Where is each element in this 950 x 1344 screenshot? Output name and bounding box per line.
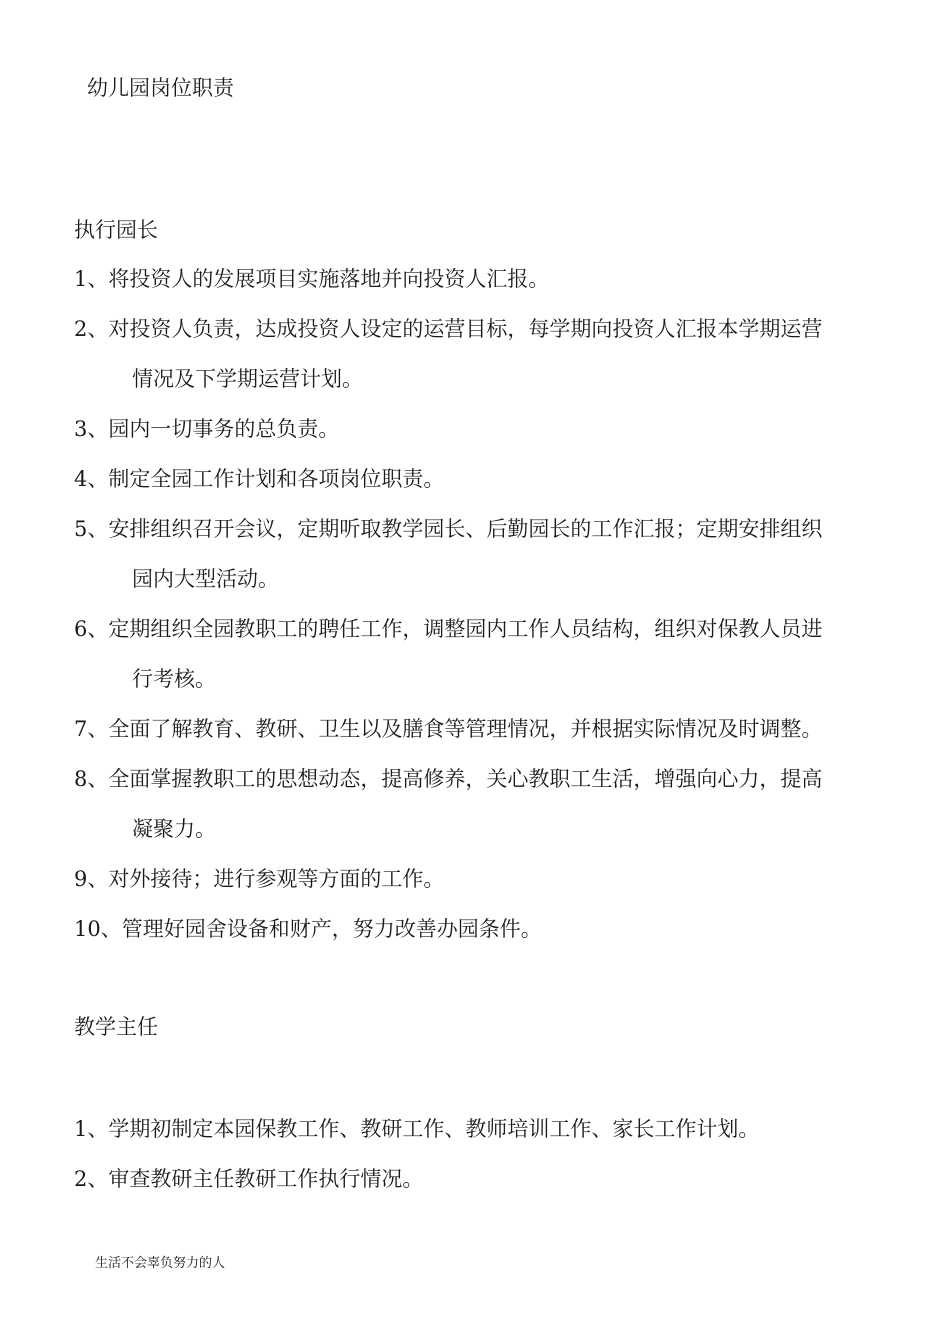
list-item bbox=[74, 304, 822, 404]
item-continuation: 凝聚力。 bbox=[132, 817, 216, 841]
section-heading-executive-director: 执行园长 bbox=[74, 218, 158, 242]
list-item bbox=[74, 1104, 759, 1154]
list-item bbox=[74, 254, 549, 304]
item-continuation: 园内大型活动。 bbox=[132, 567, 279, 591]
list-item bbox=[74, 704, 822, 754]
page-title: 幼儿园岗位职责 bbox=[87, 76, 234, 100]
item-text: 6、定期组织全园教职工的聘任工作，调整园内工作人员结构，组织对保教人员进 bbox=[74, 617, 823, 641]
list-item bbox=[74, 454, 444, 504]
item-text: 1、学期初制定本园保教工作、教研工作、教师培训工作、家长工作计划。 bbox=[74, 1117, 760, 1141]
list-item bbox=[74, 1154, 423, 1204]
list-item bbox=[74, 604, 822, 704]
list-item bbox=[74, 404, 339, 454]
item-text: 2、对投资人负责，达成投资人设定的运营目标，每学期向投资人汇报本学期运营 bbox=[74, 317, 823, 341]
footer-note: 生活不会辜负努力的人 bbox=[95, 1256, 226, 1271]
item-text: 4、制定全园工作计划和各项岗位职责。 bbox=[74, 467, 445, 491]
item-text: 2、审查教研主任教研工作执行情况。 bbox=[74, 1167, 424, 1191]
list-item bbox=[74, 754, 822, 854]
item-text: 3、园内一切事务的总负责。 bbox=[74, 417, 340, 441]
section-heading-teaching-director: 教学主任 bbox=[74, 1015, 158, 1039]
list-item bbox=[74, 504, 822, 604]
item-text: 1、将投资人的发展项目实施落地并向投资人汇报。 bbox=[74, 267, 550, 291]
item-continuation: 情况及下学期运营计划。 bbox=[132, 367, 363, 391]
item-continuation: 行考核。 bbox=[132, 667, 216, 691]
item-text: 9、对外接待；进行参观等方面的工作。 bbox=[74, 867, 445, 891]
item-text: 10、管理好园舍设备和财产，努力改善办园条件。 bbox=[74, 917, 542, 941]
item-text: 5、安排组织召开会议，定期听取教学园长、后勤园长的工作汇报；定期安排组织 bbox=[74, 517, 823, 541]
list-item bbox=[74, 904, 542, 954]
item-text: 8、全面掌握教职工的思想动态，提高修养，关心教职工生活，增强向心力，提高 bbox=[74, 767, 823, 791]
list-item bbox=[74, 854, 444, 904]
item-text: 7、全面了解教育、教研、卫生以及膳食等管理情况，并根据实际情况及时调整。 bbox=[74, 717, 823, 741]
